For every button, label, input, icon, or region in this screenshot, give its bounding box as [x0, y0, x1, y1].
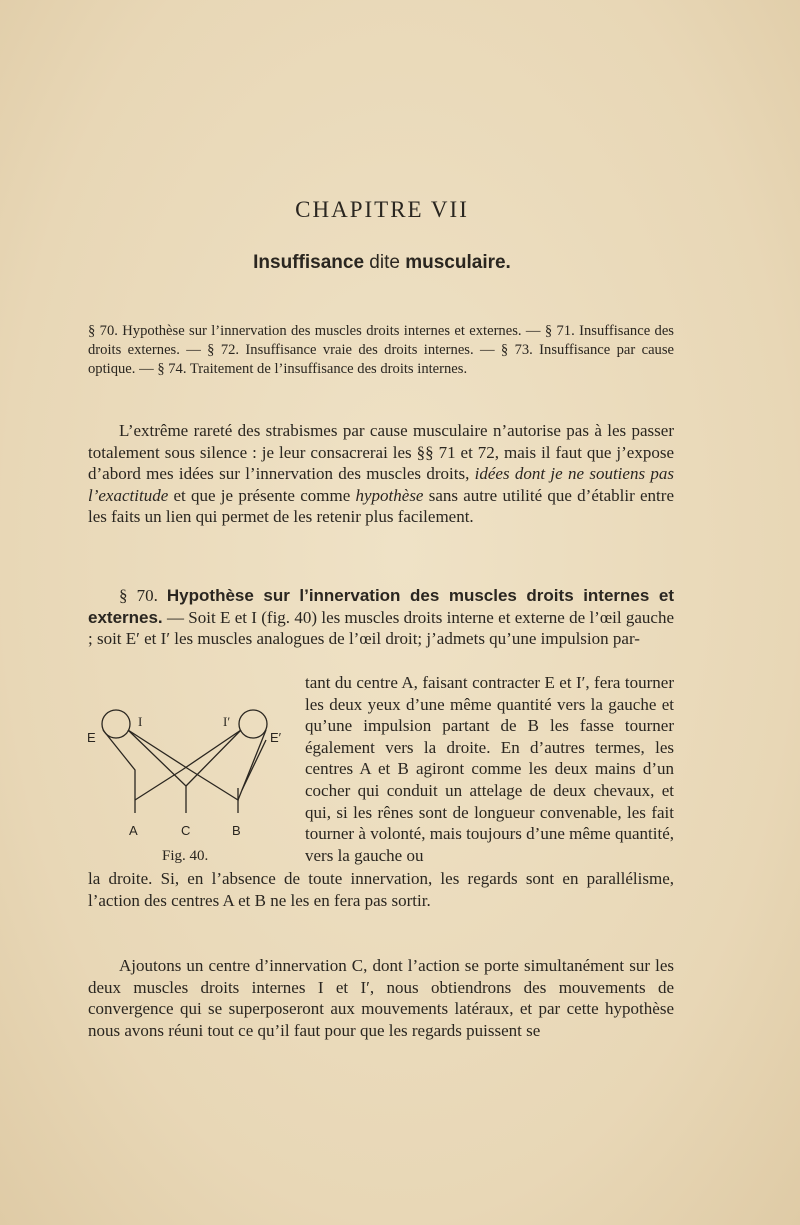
paragraph-wrap-text: tant du centre A, faisant contracter E et I′, fera tourner les deux yeux d’une même quantité vers la gauche et qu’une impulsion partant de B les fasse tourner également vers la droite. En d’autres termes, les centres A et B agiront comme les deux mains d’un cocher qui conduit un attelage de deux chevaux, et qui, si les rênes sont de longueur convenable, les fait tourner à volonté, mais toujours d’une même quantité, vers la gauche ou [305, 673, 674, 865]
section-title: Hypothèse sur l’innervation des muscles droits internes et externes. [88, 586, 674, 627]
line-Iprime-to-C [186, 730, 241, 786]
right-eye [239, 710, 267, 738]
line-Iprime-to-A [135, 730, 241, 800]
label-B: B [232, 823, 241, 838]
line-I-to-B [128, 730, 238, 800]
para2-head: — Soit E et I (fig. 40) les muscles droits interne et externe de l’œil gauche ; soit E′ et I′ les muscles analogues de l’œil droit; j’admets qu’une impulsion par- [88, 607, 674, 649]
chapter-summary: § 70. Hypothèse sur l’innervation des muscles droits internes et externes. — § 71. Insuffisance des droits externes. — § 72. Insuffisance vraie des droits internes. — § 73. Insuffisance par cause optique. — § 74. Traitement de l’insuffisance des droits internes. [88, 323, 674, 377]
para1-mid: et que je présente comme [168, 485, 356, 505]
para1-start: L’extrême rareté des strabismes par cause musculaire n’autorise pas à les passer totalement sous silence : je leur consacrerai les §§ 71 et 72, mais il faut que j’expose d’abord mes idées sur l’innervation des muscles droits, [88, 421, 674, 484]
section-number: § 70. [119, 586, 158, 605]
chapter-subtitle [0, 252, 764, 274]
label-I: I [138, 714, 143, 729]
paragraph-tail-text: la droite. Si, en l’absence de toute innervation, les regards sont en parallélisme, l’action des centres A et B ne les en fera pas sortir. [88, 869, 674, 910]
subtitle-bold-1: Insuffisance [253, 252, 365, 273]
paragraph-section-70 [88, 585, 674, 650]
para1-end: sans autre utilité que d’établir entre les faits un lien qui permet de les retenir plus facilement. [88, 485, 674, 527]
label-I-prime: I′ [223, 714, 231, 729]
line-Eprime-down [242, 740, 266, 790]
subtitle-bold-2: musculaire. [405, 252, 511, 273]
label-E: E [87, 730, 96, 745]
para1-italic-2: hypothèse [355, 485, 424, 505]
paragraph-convergence: Ajoutons un centre d’innervation C, dont l’action se porte simultanément sur les deux muscles droits internes I et I′, nous obtiendrons des mouvements de convergence qui se superposeront aux mouvements latéraux, et par cette hypothèse nous avons réuni tout ce qu’il faut pour que les regards puissent se [88, 956, 674, 1040]
subtitle-plain: dite [364, 252, 406, 273]
chapter-title: CHAPITRE VII [295, 197, 469, 222]
label-C: C [181, 823, 191, 838]
para1-italic-1: idées dont je ne soutiens pas l’exactitude [88, 464, 674, 505]
paragraph-intro [88, 420, 674, 528]
label-E-prime: E′ [270, 730, 282, 745]
line-I-to-C [128, 730, 186, 800]
line-E-to-A [103, 730, 135, 800]
label-A: A [129, 823, 138, 838]
figure-caption: Fig. 40. [162, 848, 209, 864]
